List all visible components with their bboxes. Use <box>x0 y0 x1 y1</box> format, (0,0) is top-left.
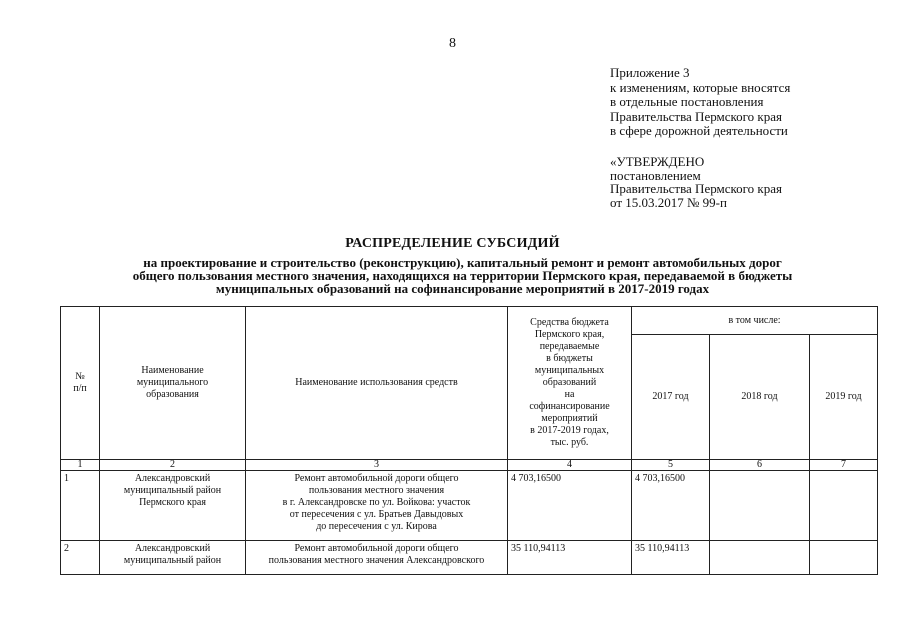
approval-line: от 15.03.2017 № 99-п <box>610 194 727 210</box>
header-text: муниципального <box>136 377 209 388</box>
cell-line: муниципальный район <box>123 555 222 566</box>
cell-line: Александровский <box>134 473 211 484</box>
row-usage <box>246 471 508 541</box>
annex-line: в сфере дорожной деятельности <box>610 123 788 138</box>
row-2019 <box>810 541 878 575</box>
header-text: № <box>75 371 85 382</box>
row-municipality <box>100 541 246 575</box>
annex-line: в отдельные постановления <box>610 94 764 109</box>
annex-block <box>610 66 790 139</box>
header-text: мероприятий <box>541 413 598 424</box>
cell-line: пользования местного значения <box>308 485 445 496</box>
row-2019 <box>810 471 878 541</box>
approval-line: Правительства Пермского края <box>610 181 782 196</box>
page-number: 8 <box>449 36 456 51</box>
cell-line: пользования местного значения Александровского <box>268 555 485 566</box>
row-number: 1 <box>61 471 100 541</box>
subtitle-line: общего пользования местного значения, находящихся на территории Пермского края, передаваемой в бюджеты <box>132 268 793 283</box>
approval-block <box>610 155 782 209</box>
row-number: 2 <box>61 541 100 575</box>
header-text: передаваемые <box>539 341 600 352</box>
table-row <box>61 471 878 541</box>
cell-line: Ремонт автомобильной дороги общего <box>294 473 459 484</box>
subtitle-line: муниципальных образований на софинансирование мероприятий в 2017-2019 годах <box>215 281 710 296</box>
row-2017: 35 110,94113 <box>632 541 710 575</box>
annex-line: к изменениям, которые вносятся <box>610 79 791 95</box>
header-text: софинансирование <box>529 401 610 412</box>
header-text: Пермского края, <box>534 329 605 340</box>
column-number: 5 <box>632 460 710 471</box>
approval-line: постановлением <box>610 167 701 183</box>
subtitle-line: на проектирование и строительство (реконструкцию), капитальный ремонт и ремонт автомобильных дорог <box>143 255 782 270</box>
header-text: Наименование использования средств <box>295 377 458 388</box>
column-number: 4 <box>508 460 632 471</box>
header-text: на <box>564 389 575 400</box>
cell-line: в г. Александровске по ул. Войкова: участок <box>282 497 471 508</box>
header-year-2019: 2019 год <box>810 335 878 460</box>
header-text: муниципальных <box>534 365 605 376</box>
column-number: 7 <box>810 460 878 471</box>
cell-line: Александровский <box>134 543 211 554</box>
header-text: в бюджеты <box>546 353 593 364</box>
header-text: образования <box>146 389 199 400</box>
header-text: Средства бюджета <box>530 317 609 328</box>
row-total: 4 703,16500 <box>508 471 632 541</box>
header-text: в 2017-2019 годах, <box>530 425 609 436</box>
header-number <box>61 307 100 460</box>
cell-line: Пермского края <box>139 497 206 508</box>
annex-line: Приложение 3 <box>610 65 690 80</box>
header-including: в том числе: <box>632 307 878 335</box>
row-usage <box>246 541 508 575</box>
header-usage <box>246 307 508 460</box>
subsidy-table <box>60 306 878 575</box>
document-subtitle <box>60 256 865 295</box>
approval-line: «УТВЕРЖДЕНО <box>610 154 705 169</box>
header-text: образований <box>542 377 597 388</box>
row-total: 35 110,94113 <box>508 541 632 575</box>
header-budget <box>508 307 632 460</box>
row-2018 <box>710 471 810 541</box>
cell-line: от пересечения с ул. Братьев Давыдовых <box>289 509 464 520</box>
column-number: 3 <box>246 460 508 471</box>
header-text: п/п <box>73 383 87 394</box>
column-number: 1 <box>61 460 100 471</box>
column-number: 2 <box>100 460 246 471</box>
header-year-2017: 2017 год <box>632 335 710 460</box>
table-row <box>61 541 878 575</box>
row-municipality <box>100 471 246 541</box>
cell-line: Ремонт автомобильной дороги общего <box>294 543 459 554</box>
cell-line: муниципальный район <box>123 485 222 496</box>
header-text: тыс. руб. <box>550 437 589 448</box>
column-number: 6 <box>710 460 810 471</box>
header-municipality <box>100 307 246 460</box>
header-year-2018: 2018 год <box>710 335 810 460</box>
annex-line: Правительства Пермского края <box>610 108 782 124</box>
row-2018 <box>710 541 810 575</box>
column-number-row <box>61 460 878 471</box>
row-2017: 4 703,16500 <box>632 471 710 541</box>
document-title: РАСПРЕДЕЛЕНИЕ СУБСИДИЙ <box>345 236 560 251</box>
header-text: Наименование <box>141 365 204 376</box>
cell-line: до пересечения с ул. Кирова <box>316 521 437 532</box>
